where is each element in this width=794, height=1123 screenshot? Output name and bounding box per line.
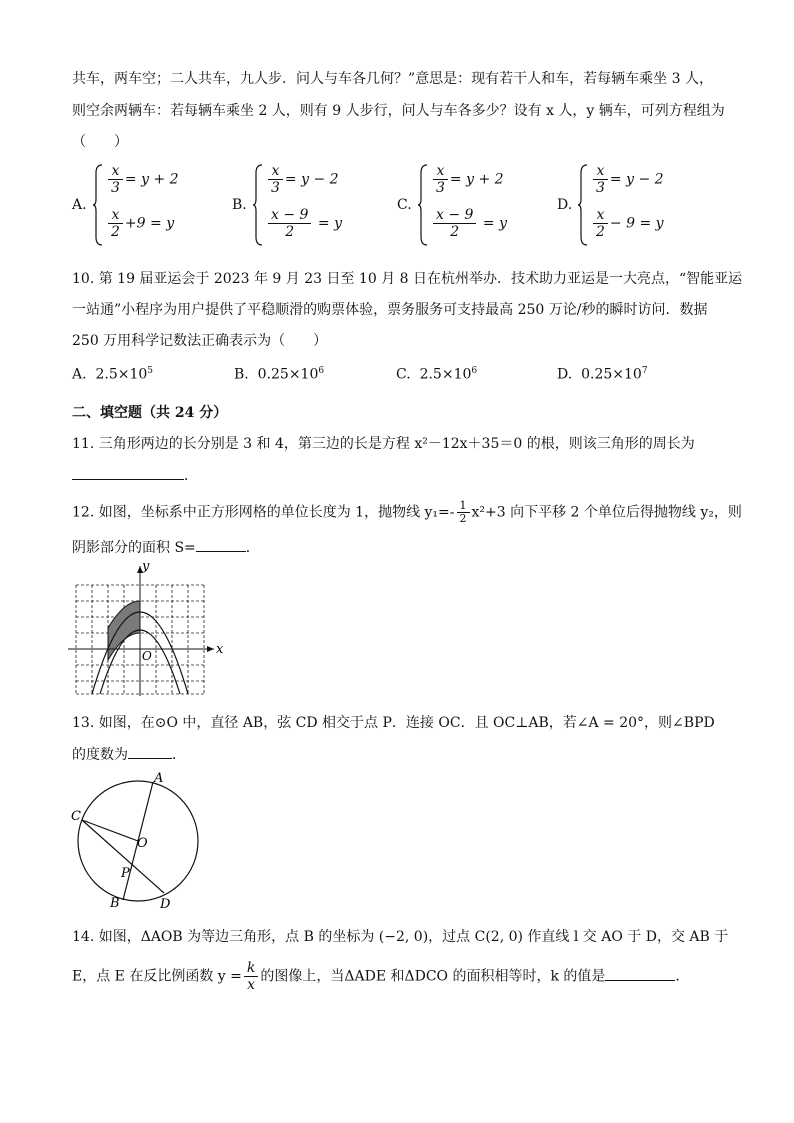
q10-line2: 一站通”小程序为用户提供了平稳顺滑的购票体验，票务服务可支持最高 250 万论/秒的瞬时访问．数据 <box>72 302 708 318</box>
equation-1: $\frac{x}{3}$ = y − 2 <box>266 163 339 196</box>
option-label: B. <box>232 197 247 213</box>
label-p: P <box>121 866 130 881</box>
q9-option-b <box>232 163 382 249</box>
brace-icon <box>417 163 429 247</box>
equation-1: $\frac{x}{3}$ = y − 2 <box>591 163 664 196</box>
q10-option-d: D. $0.25\times 10^7$ <box>557 366 648 383</box>
q10-line3: 250 万用科学记数法正确表示为（ ） <box>72 333 328 349</box>
q13-circle-figure <box>68 768 204 908</box>
label-o: O <box>137 836 148 851</box>
q11-line1: 11. 三角形两边的长分别是 3 和 4，第三边的长是方程 x²－12x＋35＝0 的根，则该三角形的周长为 <box>72 436 695 452</box>
q10-line1: 10. 第 19 届亚运会于 2023 年 9 月 23 日至 10 月 8 日在杭州举办．技术助力亚运是一大亮点，“智能亚运 <box>72 271 743 287</box>
q9-line1: 共车，两车空；二人共车，九人步．问人与车各几何？”意思是：现有若干人和车，若每辆车乘坐 3 人， <box>72 71 713 87</box>
q10-option-a: A. $2.5\times 10^5$ <box>72 366 154 383</box>
brace-icon <box>252 163 264 247</box>
brace-icon <box>577 163 589 247</box>
q9-option-a <box>72 163 222 249</box>
q9-line2: 则空余两辆车：若每辆车乘坐 2 人，则有 9 人步行，问人与车各多少？设有 x 人，y 辆车，可列方程组为 <box>72 103 725 119</box>
equation-1: $\frac{x}{3}$ = y + 2 <box>431 163 504 196</box>
q14-line2: E，点 E 在反比例函数 y = $\frac{k}{x}$ 的图像上，当ΔADE 和ΔDCO 的面积相等时，k 的值是 ． <box>72 960 690 993</box>
q13-answer-blank[interactable] <box>128 744 172 759</box>
option-label: C. <box>397 197 412 213</box>
label-c: C <box>71 809 81 824</box>
equation-2: $\frac{x}{2}$ +9 = y <box>106 207 174 240</box>
equation-1: $\frac{x}{3}$ = y + 2 <box>106 163 179 196</box>
q10-option-b: B. $0.25\times 10^6$ <box>234 366 325 383</box>
option-label: D. <box>557 197 573 213</box>
q14-line1: 14. 如图，ΔAOB 为等边三角形，点 B 的坐标为 (−2, 0)，过点 C(2, 0) 作直线 l 交 AO 于 D，交 AB 于 <box>72 929 729 945</box>
q13-line1: 13. 如图，在⊙O 中，直径 AB，弦 CD 相交于点 P．连接 OC．且 OC⊥AB，若∠A = 20°，则∠BPD <box>72 715 715 731</box>
label-a: A <box>154 771 164 786</box>
equation-2: $\frac{x}{2}$ − 9 = y <box>591 207 664 240</box>
option-label: A. <box>72 197 87 213</box>
brace-icon <box>92 163 104 247</box>
label-b: B <box>110 896 120 908</box>
q12-parabola-figure <box>66 556 226 698</box>
axis-label-y: y <box>142 559 150 574</box>
equation-2: $\frac{x - 9}{2}$ = y <box>266 207 342 240</box>
q14-answer-blank[interactable] <box>605 966 675 981</box>
q12-line1: 12. 如图，坐标系中正方形网格的单位长度为 1，抛物线 y₁=- $\frac{1}{2}$ x²+3 向下平移 2 个单位后得抛物线 y₂，则 <box>72 499 742 525</box>
axis-label-x: x <box>216 642 224 657</box>
q13-line2: 的度数为 ． <box>72 744 186 764</box>
origin-label: O <box>142 649 152 663</box>
q9-line3: （ ） <box>72 134 128 150</box>
q11-line2: ． <box>72 465 198 485</box>
q10-option-c: C. $2.5\times 10^6$ <box>396 366 478 383</box>
q12-answer-blank[interactable] <box>196 537 246 552</box>
q9-option-d <box>557 163 707 249</box>
equation-2: $\frac{x - 9}{2}$ = y <box>431 207 507 240</box>
q11-answer-blank[interactable] <box>72 465 184 480</box>
section-title: 二、填空题（共 24 分） <box>72 405 228 421</box>
q12-line2: 阴影部分的面积 S= ． <box>72 537 260 557</box>
q9-option-c <box>397 163 547 249</box>
label-d: D <box>160 897 171 908</box>
segment-oc <box>82 820 138 841</box>
